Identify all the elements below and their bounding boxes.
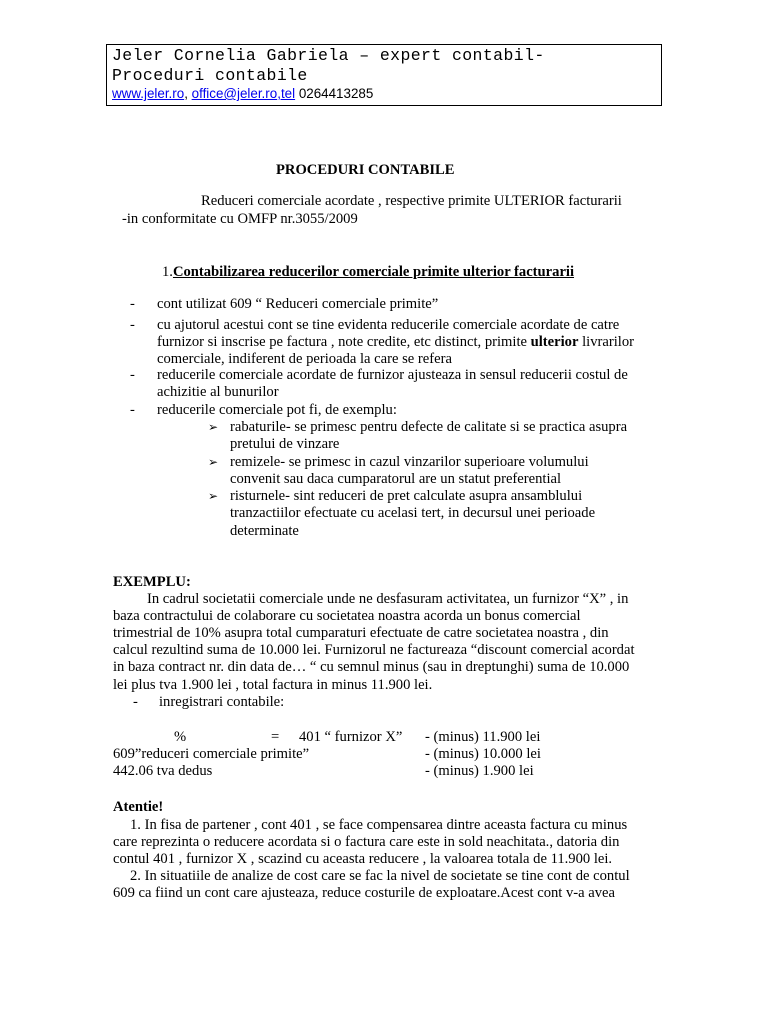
bullet-dash-2: - <box>130 317 135 333</box>
email-tel-separator[interactable]: , <box>277 86 281 101</box>
journal-credit-account: 401 “ furnizor X” <box>299 729 403 745</box>
section-number: 1. <box>162 264 173 280</box>
attention-line: 1. In fisa de partener , cont 401 , se face compensarea dintre aceasta factura cu minus <box>130 817 628 833</box>
bold-ulterior: ulterior <box>530 334 579 350</box>
journal-debit-account-1: 609”reduceri comerciale primite” <box>113 746 310 762</box>
header-author-line: Jeler Cornelia Gabriela – expert contabil- <box>112 46 545 65</box>
example-paragraph-line: in baza contract nr. din data de… “ cu semnul minus (sau in dreptunghi) suma de 10.000 <box>113 659 630 675</box>
example-paragraph-line: lei plus tva 1.900 lei , total factura in minus 11.900 lei. <box>113 677 433 693</box>
section-heading <box>162 264 574 281</box>
attention-line: care reprezinta o reducere acordata si o factura care este in sold neachitata., datoria din <box>113 834 620 850</box>
bullet-4: reducerile comerciale pot fi, de exemplu: <box>157 402 397 418</box>
bullet-2-line-3: comerciale, indiferent de perioada la care se refera <box>157 351 452 367</box>
email-link[interactable]: office@jeler.ro <box>191 86 278 101</box>
arrow-bullet-icon: ➢ <box>208 489 219 503</box>
subbullet-3-line-1: risturnele- sint reduceri de pret calculate asupra ansamblului <box>230 488 583 504</box>
arrow-bullet-icon: ➢ <box>208 420 219 434</box>
website-link[interactable]: www.jeler.ro <box>112 86 185 101</box>
subbullet-1-line-2: pretului de vinzare <box>230 436 340 452</box>
bullet-1: cont utilizat 609 “ Reduceri comerciale primite” <box>157 296 439 312</box>
bullet-dash-1: - <box>130 296 135 312</box>
attention-heading: Atentie! <box>113 799 164 815</box>
subbullet-3-line-3: determinate <box>230 523 299 539</box>
bullet-dash-4: - <box>130 402 135 418</box>
tel-label[interactable]: tel <box>280 86 296 101</box>
subbullet-2-line-2: convenit sau daca cumparatorul are un statut preferential <box>230 471 562 487</box>
journal-debit-account-2: 442.06 tva dedus <box>113 763 213 779</box>
tel-number: 0264413285 <box>295 86 374 101</box>
attention-line: contul 401 , furnizor X , scazind cu aceasta reducere , la valoarea totala de 11.900 lei. <box>113 851 613 867</box>
journal-equals: = <box>271 729 280 745</box>
bullet-3-line-1: reducerile comerciale acordate de furnizor ajusteaza in sensul reducerii costul de <box>157 367 628 383</box>
subbullet-2-line-1: remizele- se primesc in cazul vinzarilor superioare volumului <box>230 454 589 470</box>
attention-line: 2. In situatiile de analize de cost care se fac la nivel de societate se tine cont de contul <box>130 868 630 884</box>
bullet-3-line-2: achizitie al bunurilor <box>157 384 279 400</box>
bullet-2-line-1: cu ajutorul acestui cont se tine evidenta reducerile comerciale acordate de catre <box>157 317 620 333</box>
page-title: PROCEDURI CONTABILE <box>276 162 455 178</box>
subtitle-line-2: -in conformitate cu OMFP nr.3055/2009 <box>122 211 358 227</box>
contact-separator: , <box>184 86 192 101</box>
journal-percent: % <box>174 729 187 745</box>
example-paragraph-line: In cadrul societatii comerciale unde ne desfasuram activitatea, un furnizor “X” , in <box>147 591 629 607</box>
attention-line: 609 ca fiind un cont care ajusteaza, reduce costurile de exploatare.Acest cont v-a avea <box>113 885 616 901</box>
subbullet-1-line-1: rabaturile- se primesc pentru defecte de calitate si se practica asupra <box>230 419 628 435</box>
bullet-2-line-2: furnizor si inscrise pe factura , note credite, etc distinct, primite ulterior livrarilor <box>157 334 634 350</box>
journal-credit-amount: - (minus) 11.900 lei <box>425 729 541 745</box>
arrow-bullet-icon: ➢ <box>208 455 219 469</box>
header-contact-line <box>112 86 373 101</box>
journal-debit-amount-2: - (minus) 1.900 lei <box>425 763 534 779</box>
journal-debit-amount-1: - (minus) 10.000 lei <box>425 746 541 762</box>
header-subtitle-line: Proceduri contabile <box>112 66 308 85</box>
bullet-dash-3: - <box>130 367 135 383</box>
entries-label: inregistrari contabile: <box>159 694 285 710</box>
example-paragraph-line: calcul rezultind suma de 10.000 lei. Furnizorul ne factureaza “discount comercial acordat <box>113 642 635 658</box>
subbullet-3-line-2: tranzactiilor efectuate cu acelasi tert, in decursul unei perioade <box>230 505 596 521</box>
example-paragraph-line: baza contractului de colaborare cu societatea noastra acorda un bonus comercial <box>113 608 581 624</box>
example-paragraph-line: trimestrial de 10% asupra total cumparaturi efectuate de catre societatea noastra , din <box>113 625 609 641</box>
subtitle-line-1: Reduceri comerciale acordate , respective primite ULTERIOR facturarii <box>201 193 622 209</box>
example-heading: EXEMPLU: <box>113 574 191 590</box>
entries-dash: - <box>133 694 138 710</box>
section-title: Contabilizarea reducerilor comerciale primite ulterior facturarii <box>172 264 575 280</box>
